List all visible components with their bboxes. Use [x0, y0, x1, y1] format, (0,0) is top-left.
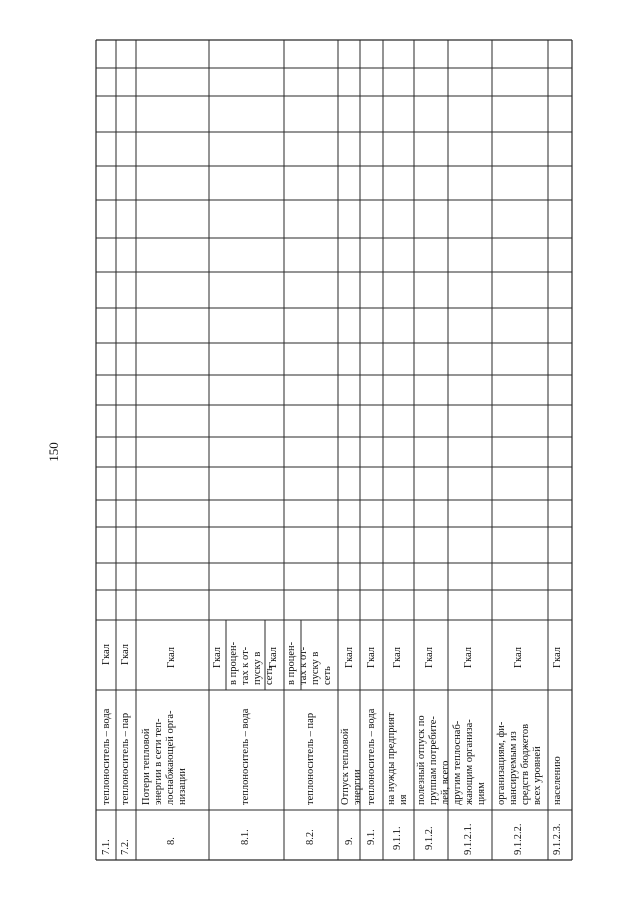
- row-unit: Гкал: [344, 646, 355, 668]
- row-name: полезный отпуск по группам потребите- лей, всего: [416, 715, 451, 805]
- row-id: 9.1.2.2.: [513, 823, 524, 855]
- row-unit: Гкал: [166, 646, 177, 668]
- row-unit-percent: в процен- тах к от- пуску в сеть: [286, 641, 333, 685]
- row-id: 7.2.: [120, 839, 131, 855]
- row-unit: Гкал: [212, 646, 223, 668]
- row-unit: Гкал: [552, 646, 563, 668]
- row-id: 9.1.2.3.: [552, 823, 563, 855]
- row-name: теплоноситель – вода: [366, 708, 377, 805]
- row-unit: Гкал: [463, 646, 474, 668]
- row-name: теплоноситель – вода: [101, 708, 112, 805]
- row-id: 9.1.2.1.: [463, 823, 474, 855]
- row-name: Потери тепловой энергии в сети теп- лоснабжающей орга- низации: [141, 710, 188, 805]
- row-id: 9.: [344, 837, 355, 845]
- row-name: организациям, фи- нансируемым из средств бюджетов всех уровней: [496, 721, 543, 805]
- row-id: 8.2.: [305, 829, 316, 845]
- row-unit: Гкал: [392, 646, 403, 668]
- row-unit: Гкал: [513, 646, 524, 668]
- row-name: теплоноситель – вода: [240, 708, 251, 805]
- row-id: 7.1.: [101, 839, 112, 855]
- row-unit: Гкал: [268, 646, 279, 668]
- row-name: населению: [552, 756, 563, 805]
- row-unit: Гкал: [101, 643, 112, 665]
- page-number: 150: [46, 442, 61, 462]
- row-unit: Гкал: [424, 646, 435, 668]
- row-name: другим теплоснаб- жающим организа- циям: [452, 719, 487, 805]
- row-name: теплоноситель – пар: [120, 712, 131, 805]
- row-unit-percent: в процен- тах к от- пуску в сеть: [228, 641, 275, 685]
- row-unit: Гкал: [120, 643, 131, 665]
- row-id: 9.1.1.: [392, 826, 403, 850]
- row-id: 9.1.: [366, 829, 377, 845]
- row-name: Отпуск тепловой энергии: [340, 728, 363, 805]
- row-id: 8.: [166, 837, 177, 845]
- row-name: теплоноситель – пар: [305, 712, 316, 805]
- row-id: 8.1.: [240, 829, 251, 845]
- row-unit: Гкал: [366, 646, 377, 668]
- row-name: на нужды предприят ия: [386, 712, 409, 805]
- row-id: 9.1.2.: [424, 826, 435, 850]
